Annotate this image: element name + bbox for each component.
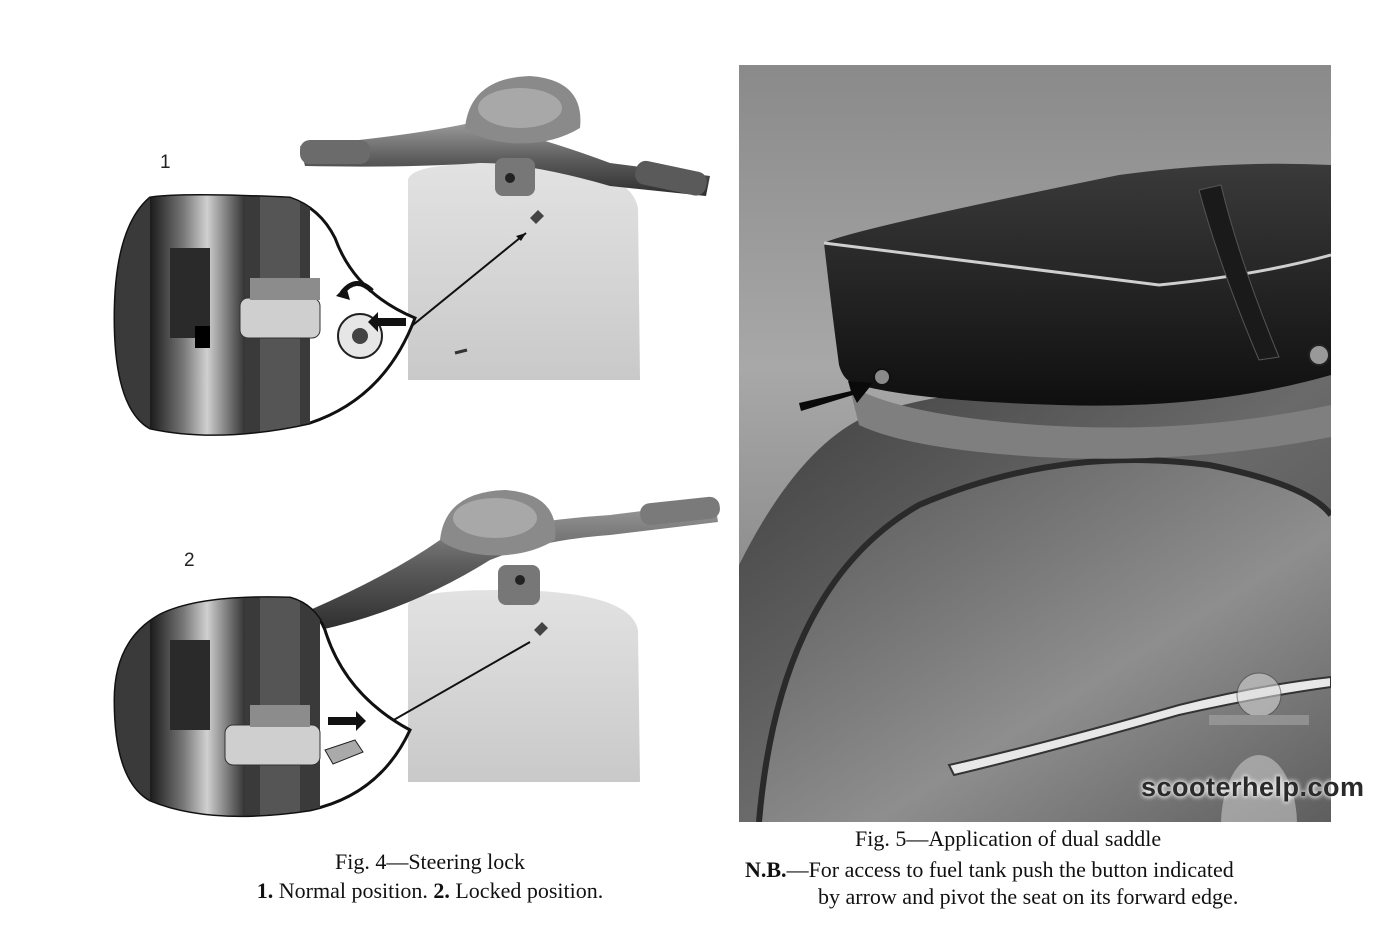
figure5-nb-note: [745, 856, 1335, 910]
caption-item2-text: Locked position.: [455, 878, 604, 903]
figure5-caption-title: Fig. 5—Application of dual saddle: [855, 826, 1162, 851]
figure4-caption-title: Fig. 4—Steering lock: [334, 849, 526, 874]
nb-label: N.B.: [745, 857, 787, 882]
caption-item1-number: 1.: [256, 878, 274, 903]
steering-lock-locked-illustration: [110, 480, 730, 825]
watermark-text: scooterhelp.com: [1141, 772, 1365, 802]
dual-saddle-photograph: [739, 65, 1331, 822]
caption-item1-text: Normal position.: [278, 878, 428, 903]
nb-line1: —For access to fuel tank push the button indicated: [786, 857, 1234, 882]
figure4-caption-items: [150, 878, 710, 904]
caption-item2-number: 2.: [433, 878, 450, 903]
figure-label-1: 1: [160, 152, 171, 173]
figure-label-2: 2: [184, 550, 195, 571]
nb-line2: by arrow and pivot the seat on its forward edge.: [818, 884, 1239, 909]
steering-lock-normal-illustration: [110, 68, 730, 448]
